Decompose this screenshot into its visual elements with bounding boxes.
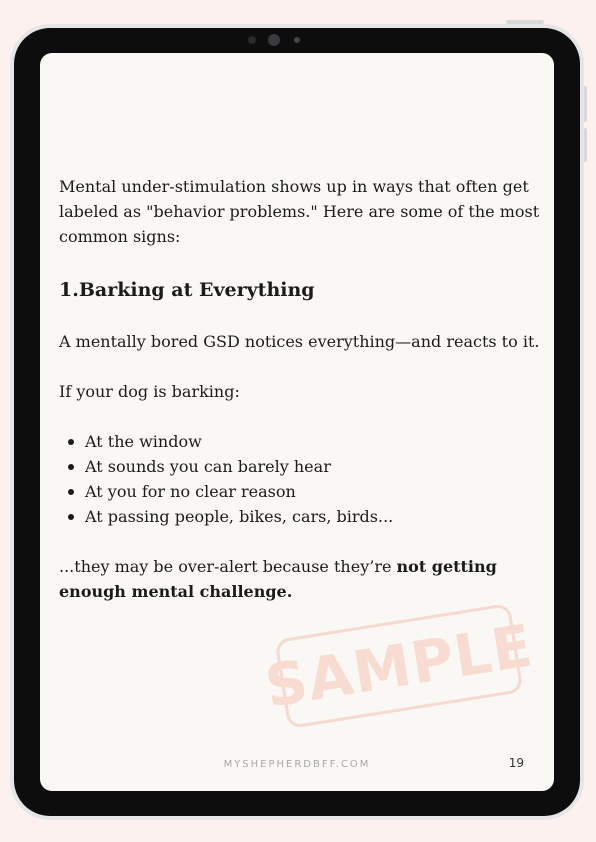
list-item-text: At you for no clear reason [85,482,296,501]
paragraph-barking-intro: If your dog is barking: [59,382,240,401]
list-item [59,504,541,529]
intro-paragraph: Mental under-stimulation shows up in ways that often get labeled as "behavior problems." Here are some of the most common signs: [59,177,540,246]
camera-sensor-left-icon [248,36,256,44]
list-item-text: At sounds you can barely hear [85,457,331,476]
bullet-icon [68,464,74,470]
list-item [59,479,541,504]
bullet-icon [68,514,74,520]
paragraph-bored-gsd: A mentally bored GSD notices everything—and reacts to it. [59,332,540,351]
list-item-text: At the window [85,432,202,451]
footer-website: MYSHEPHERDBFF.COM [223,759,371,770]
section-heading: 1.Barking at Everything [59,279,315,301]
ebook-page [40,53,554,791]
camera-sensor-right-icon [294,37,300,43]
conclusion-paragraph [59,554,541,604]
page-number: 19 [508,756,524,770]
list-item [59,454,541,479]
tablet-top-button [506,20,544,24]
list-item [59,429,541,454]
bullet-icon [68,439,74,445]
conclusion-text: ...they may be over-alert because they’re [59,557,397,576]
list-item-text: At passing people, bikes, cars, birds... [85,507,394,526]
camera-lens-icon [268,34,280,46]
barking-signs-list [59,429,541,529]
tablet-side-button-lower [584,128,587,162]
tablet-side-button-upper [584,86,587,122]
sample-watermark-stamp: SAMPLE [274,603,523,729]
conclusion-emphasis: not getting enough mental challenge. [59,557,497,601]
page-content [59,174,541,604]
bullet-icon [68,489,74,495]
